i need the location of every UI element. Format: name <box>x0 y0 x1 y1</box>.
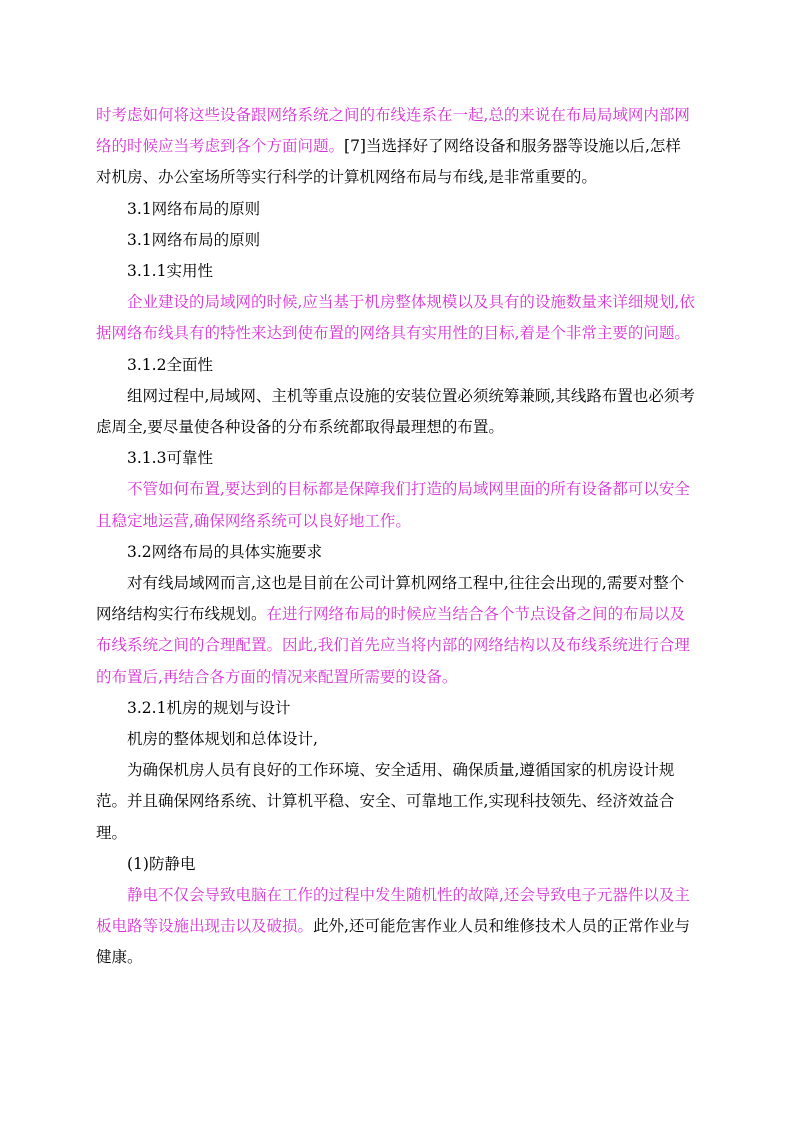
paragraph-machine-room-plan: 机房的整体规划和总体设计, <box>127 730 318 749</box>
highlighted-text: 在进行网络布局的时候应当结合各个节点设备之间的布局以及布线系统之间的合理配置。因此,我们首先应当将内部的网络结构以及布线系统进行合理的布置后,再结合各方面的情况来配置所需要的设备。 <box>96 605 690 686</box>
body-text: 对有线局域网而言,这也是目前在公司计算机网络工程中,往往会出现的,需要对整个网络结构实行布线规划。 <box>96 574 685 624</box>
section-heading-3-1: 3.1网络布局的原则 <box>127 199 261 218</box>
document-body <box>96 100 696 974</box>
paragraph-comprehensiveness: 组网过程中,局域网、主机等重点设施的安装位置必须统筹兼顾,其线路布置也必须考虑周全,要尽量使各种设备的分布系统都取得最理想的布置。 <box>96 386 695 437</box>
section-heading-3-2-1: 3.2.1机房的规划与设计 <box>127 698 291 717</box>
subheading-antistatic: (1)防静电 <box>127 854 196 873</box>
body-text: [7]当选择好了网络设备和服务器等设施以后,怎样对机房、办公室场所等实行科学的计算机网络布局与布线,是非常重要的。 <box>96 137 681 187</box>
paragraph-practicality: 企业建设的局域网的时候,应当基于机房整体规模以及具有的设施数量来详细规划,依据网络布线具有的特性来达到使布置的网络具有实用性的目标,着是个非常主要的问题。 <box>96 293 695 343</box>
highlighted-text: 静电不仅会导致电脑在工作的过程中发生随机性的故障,还会导致电子元器件以及主板电路等设施出现击以及破损。 <box>96 886 690 936</box>
body-text: 此外,还可能危害作业人员和维修技术人员的正常作业与健康。 <box>96 917 690 967</box>
paragraph-static-electricity <box>96 880 696 974</box>
paragraph-machine-room-standards: 为确保机房人员有良好的工作环境、安全适用、确保质量,遵循国家的机房设计规范。并且确保网络系统、计算机平稳、安全、可靠地工作,实现科技领先、经济效益合理。 <box>96 761 675 842</box>
section-heading-3-1-3: 3.1.3可靠性 <box>127 449 213 468</box>
section-heading-3-1-1: 3.1.1实用性 <box>127 262 213 281</box>
section-heading-3-1-repeat: 3.1网络布局的原则 <box>127 230 261 249</box>
paragraph-wired-lan <box>96 568 696 693</box>
section-heading-3-2: 3.2网络布局的具体实施要求 <box>127 542 323 561</box>
paragraph-wiring-intro <box>96 100 696 194</box>
paragraph-reliability: 不管如何布置,要达到的目标都是保障我们打造的局域网里面的所有设备都可以安全且稳定地运营,确保网络系统可以良好地工作。 <box>96 480 690 530</box>
section-heading-3-1-2: 3.1.2全面性 <box>127 355 213 374</box>
highlighted-text: 时考虑如何将这些设备跟网络系统之间的布线连系在一起,总的来说在布局局域网内部网络的时候应当考虑到各个方面问题。 <box>96 106 690 156</box>
